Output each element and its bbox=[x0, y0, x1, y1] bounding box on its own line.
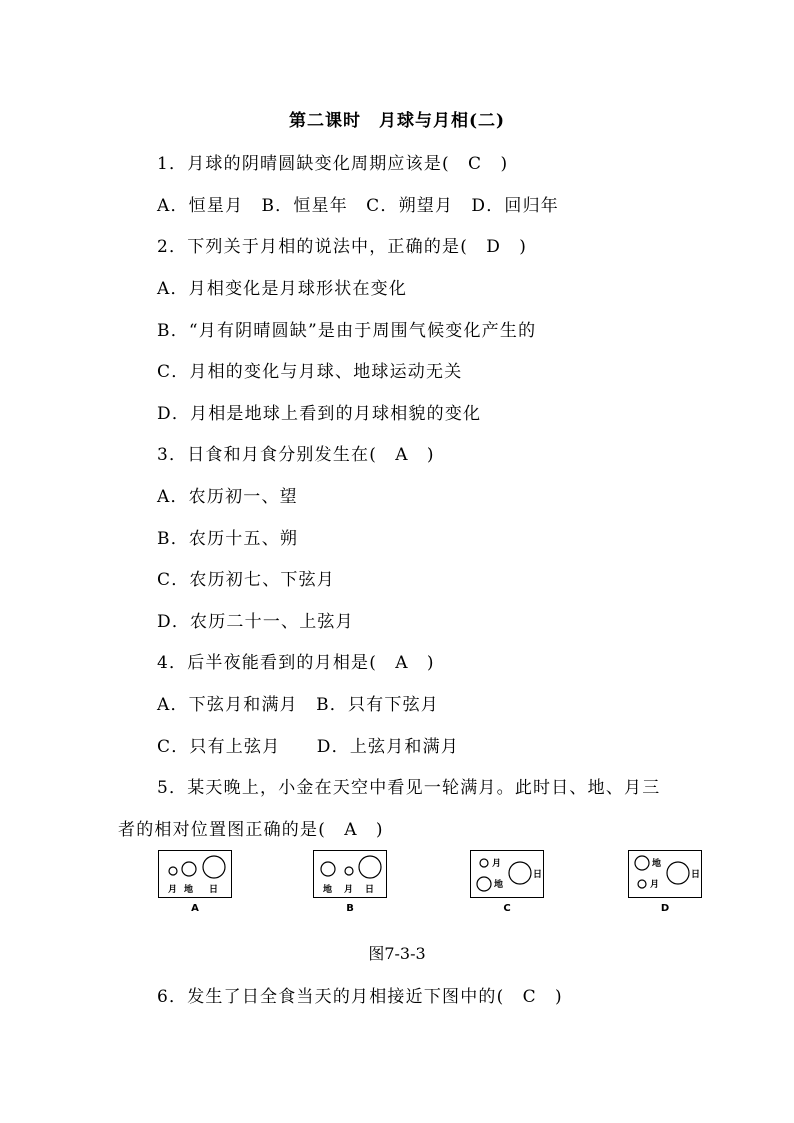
figure-b-earth-label: 地 bbox=[323, 885, 333, 895]
q2-option-b: B．“月有阴晴圆缺”是由于周围气候变化产生的 bbox=[157, 321, 537, 341]
figure-c-sun-label: 日 bbox=[533, 870, 543, 880]
figure-b-label: B bbox=[346, 903, 354, 914]
figure-c-moon-label: 月 bbox=[492, 859, 502, 869]
figure-a-moon-label: 月 bbox=[168, 885, 178, 895]
figure-d-moon-label: 月 bbox=[650, 880, 660, 890]
q3-option-a: A．农历初一、望 bbox=[157, 487, 298, 507]
q4-options-cd: C．只有上弦月 D．上弦月和满月 bbox=[157, 737, 460, 757]
figure-a-diagram bbox=[158, 850, 232, 898]
q3-option-d: D．农历二十一、上弦月 bbox=[157, 612, 354, 632]
q4-options-ab: A．下弦月和满月 B．只有下弦月 bbox=[157, 695, 439, 715]
figure-d-sun-label: 日 bbox=[691, 870, 701, 880]
figure-caption: 图7-3-3 bbox=[368, 944, 426, 963]
figure-b-diagram bbox=[313, 850, 387, 898]
q2-option-c: C．月相的变化与月球、地球运动无关 bbox=[157, 362, 463, 382]
q3-option-c: C．农历初七、下弦月 bbox=[157, 570, 336, 590]
figure-a-label: A bbox=[191, 903, 199, 914]
question-2: 2．下列关于月相的说法中，正确的是( D ) bbox=[157, 237, 528, 257]
q1-options: A．恒星月 B．恒星年 C．朔望月 D．回归年 bbox=[157, 196, 560, 216]
question-4: 4．后半夜能看到的月相是( A ) bbox=[157, 653, 435, 673]
figure-c-earth-label: 地 bbox=[494, 880, 504, 890]
q2-option-d: D．月相是地球上看到的月球相貌的变化 bbox=[157, 404, 482, 424]
figure-a-earth-label: 地 bbox=[184, 885, 194, 895]
question-1: 1．月球的阴晴圆缺变化周期应该是( C ) bbox=[157, 154, 509, 174]
figure-d-label: D bbox=[660, 903, 670, 914]
q3-option-b: B．农历十五、朔 bbox=[157, 529, 299, 549]
figure-d-diagram bbox=[628, 850, 702, 898]
figure-a-sun-label: 日 bbox=[209, 885, 219, 895]
figure-d-earth-label: 地 bbox=[652, 859, 662, 869]
q2-option-a: A．月相变化是月球形状在变化 bbox=[157, 279, 408, 299]
figure-b-moon-label: 月 bbox=[344, 885, 354, 895]
question-3: 3．日食和月食分别发生在( A ) bbox=[157, 445, 435, 465]
question-6: 6．发生了日全食当天的月相接近下图中的( C ) bbox=[157, 987, 563, 1007]
figure-c-diagram bbox=[470, 850, 544, 898]
question-5-continued: 者的相对位置图正确的是( A ) bbox=[118, 820, 384, 840]
figure-c-label: C bbox=[503, 903, 511, 914]
figure-b-sun-label: 日 bbox=[365, 885, 375, 895]
question-5: 5．某天晚上，小金在天空中看见一轮满月。此时日、地、月三 bbox=[157, 778, 661, 798]
page-title: 第二课时 月球与月相(二) bbox=[288, 111, 506, 131]
